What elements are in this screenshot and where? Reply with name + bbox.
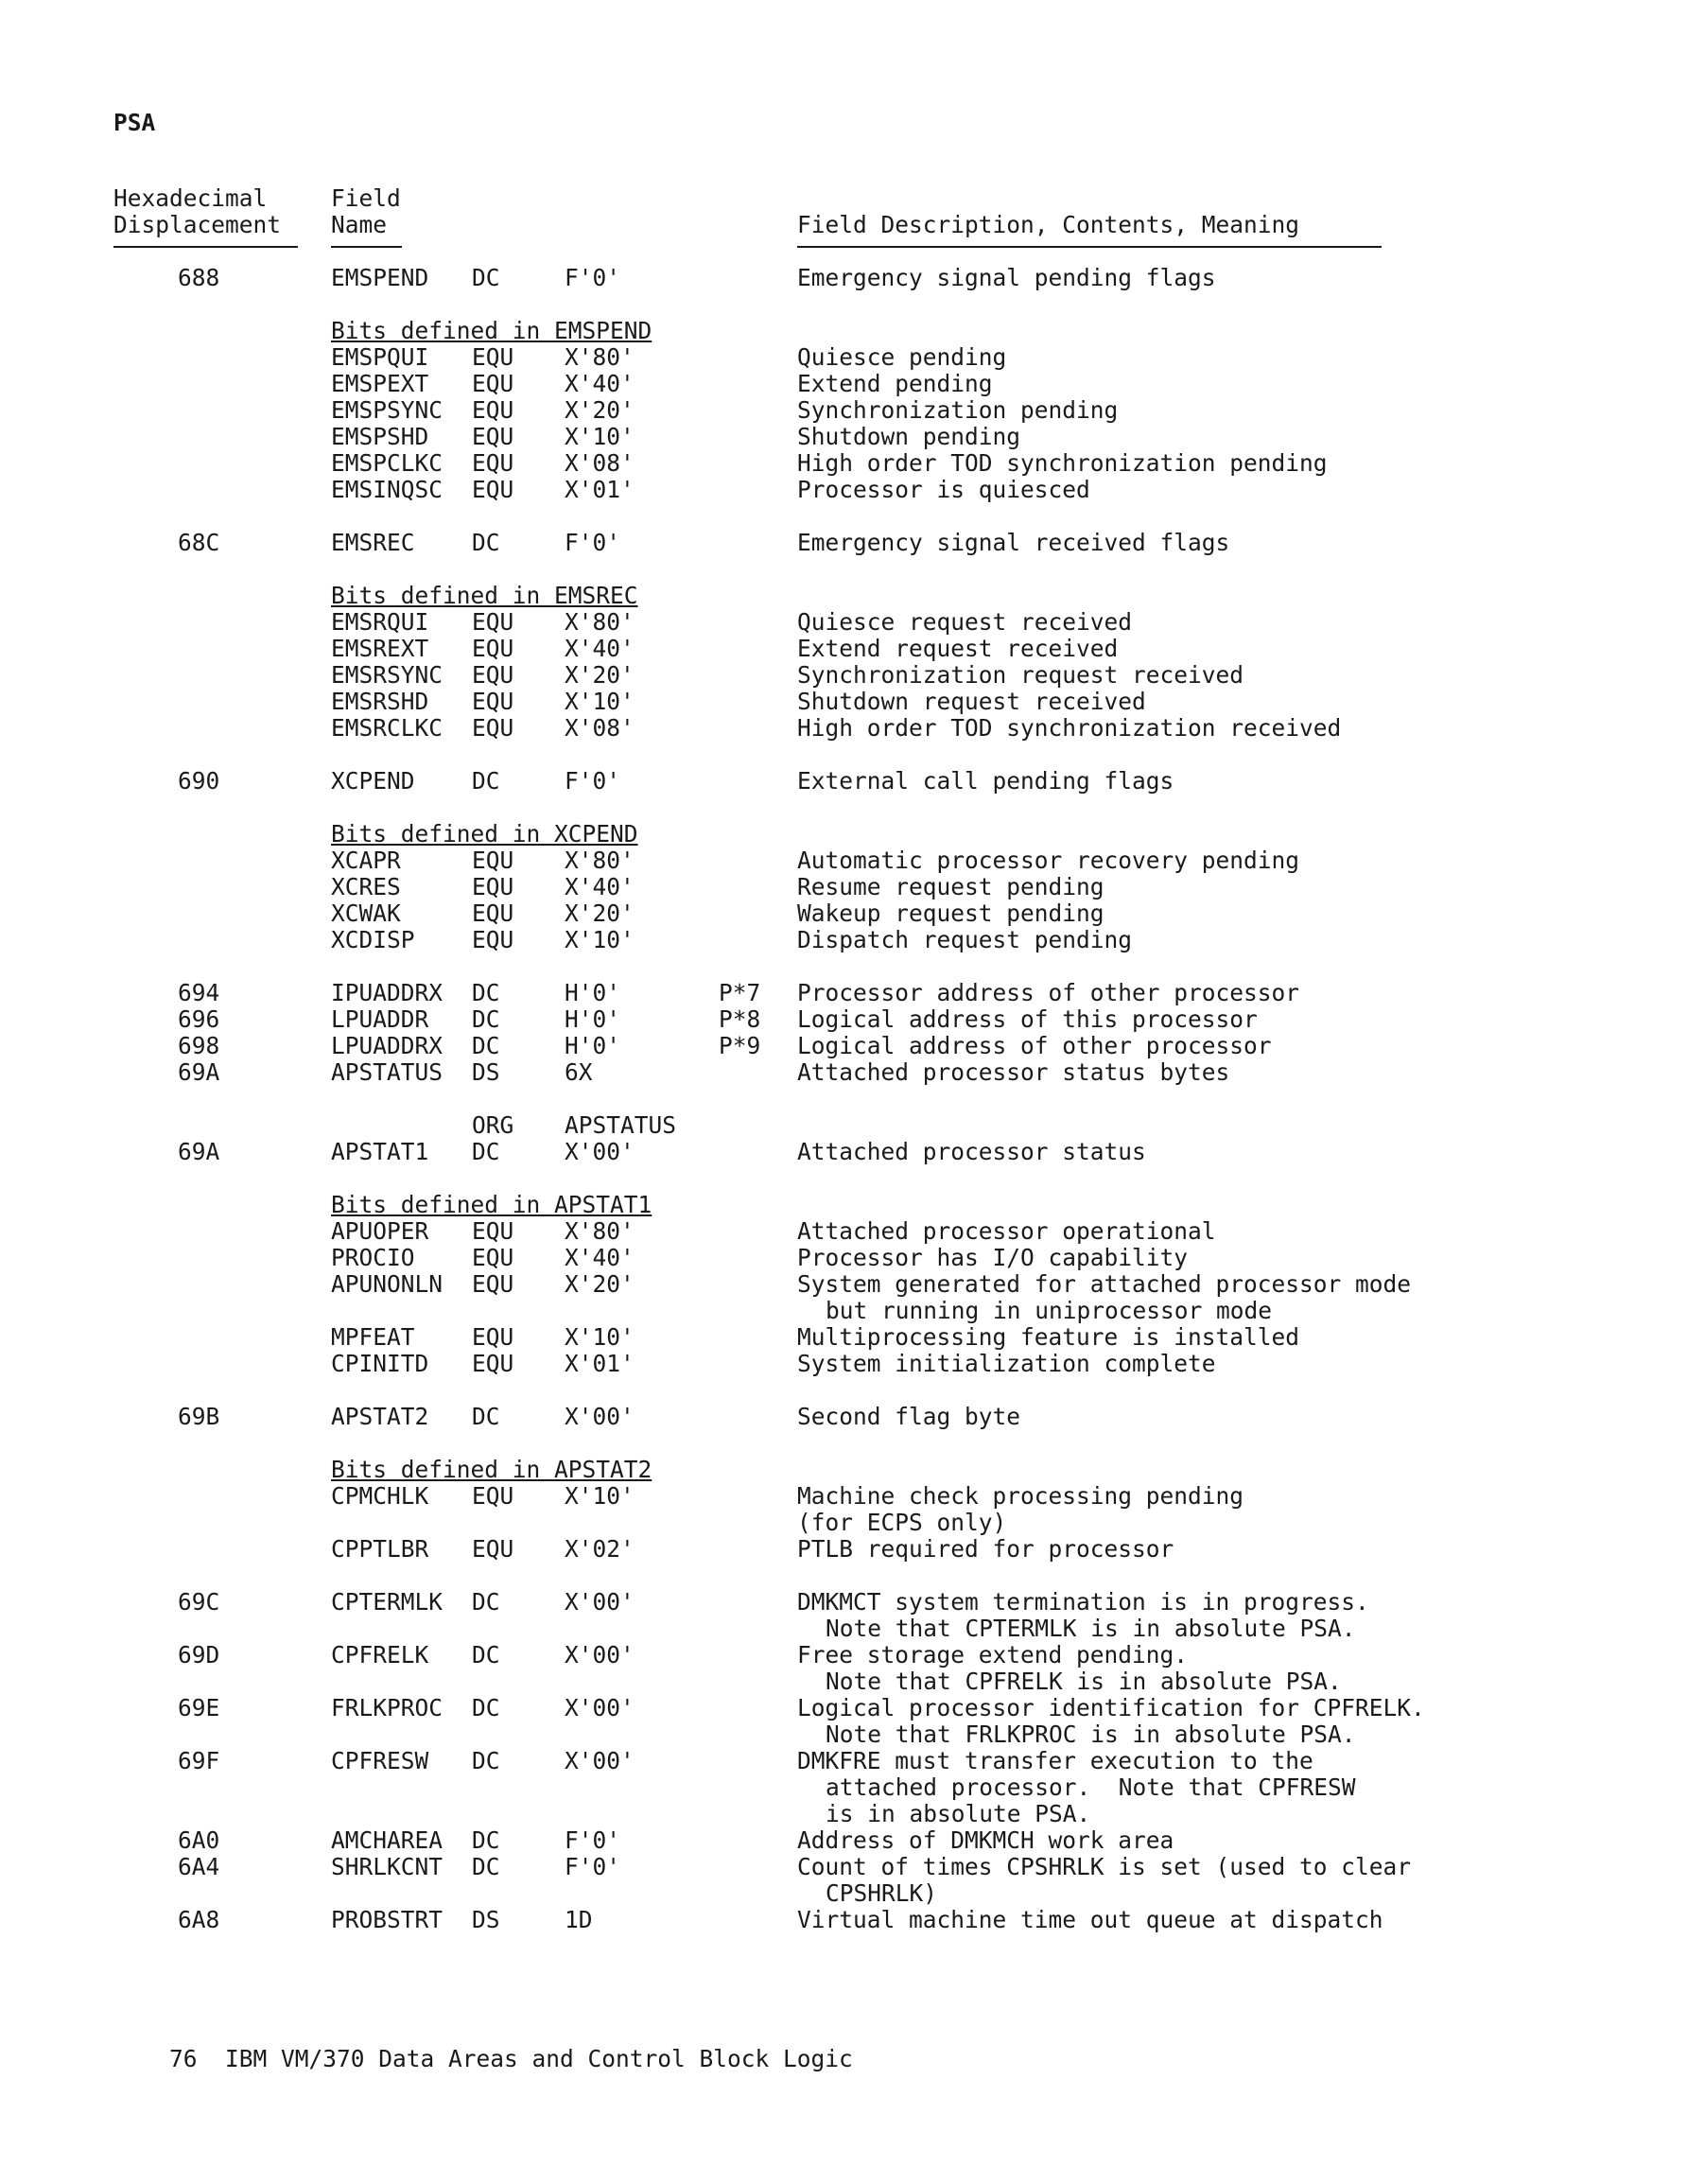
field-description: Dispatch request pending <box>797 926 1133 953</box>
field-row <box>0 927 1687 953</box>
field-row <box>0 424 1687 450</box>
field-name: XCPEND <box>331 767 415 795</box>
field-row <box>0 847 1687 874</box>
field-description: High order TOD synchronization pending <box>797 449 1328 477</box>
field-op: EQU <box>472 396 514 424</box>
bits-heading-text: Bits defined in XCPEND <box>331 820 638 847</box>
field-description: DMKMCT system termination is in progress. <box>797 1588 1369 1616</box>
field-name: EMSRSHD <box>331 688 429 715</box>
hex-displacement: 69B <box>178 1403 220 1430</box>
field-op: EQU <box>472 873 514 900</box>
field-operand: APSTATUS <box>565 1111 677 1139</box>
field-name: FRLKPROC <box>331 1694 443 1721</box>
field-operand: H'0' <box>565 1005 621 1033</box>
field-op: EQU <box>472 608 514 636</box>
field-name: LPUADDRX <box>331 1032 443 1059</box>
field-operand: X'00' <box>565 1138 635 1165</box>
field-op: DC <box>472 1138 500 1165</box>
field-description: Automatic processor recovery pending <box>797 847 1300 874</box>
field-operand: X'01' <box>565 476 635 503</box>
field-name: EMSPSYNC <box>331 396 443 424</box>
field-name: EMSRQUI <box>331 608 429 636</box>
field-description: Machine check processing pending <box>797 1482 1244 1510</box>
field-name: CPMCHLK <box>331 1482 429 1510</box>
field-name: EMSREXT <box>331 635 429 662</box>
field-name: PROCIO <box>331 1244 415 1271</box>
field-name: EMSINQSC <box>331 476 443 503</box>
field-description: Attached processor status <box>797 1138 1146 1165</box>
name-header-line2: Name <box>331 211 388 238</box>
field-description: Quiesce pending <box>797 343 1007 371</box>
hex-displacement: 6A4 <box>178 1853 220 1880</box>
field-name: PROBSTRT <box>331 1906 443 1933</box>
field-op: DC <box>472 1826 500 1854</box>
field-row <box>0 265 1687 291</box>
field-row <box>0 609 1687 636</box>
field-op: EQU <box>472 1217 514 1245</box>
field-description: High order TOD synchronization received <box>797 714 1342 742</box>
field-description: Attached processor status bytes <box>797 1058 1230 1086</box>
field-row <box>0 1642 1687 1669</box>
field-op: EQU <box>472 370 514 397</box>
field-operand: X'00' <box>565 1747 635 1774</box>
field-description: Free storage extend pending. <box>797 1641 1189 1669</box>
continuation-text: Note that CPTERMLK is in absolute PSA. <box>826 1615 1356 1642</box>
field-op: EQU <box>472 476 514 503</box>
continuation-text: (for ECPS only) <box>797 1509 1007 1536</box>
field-description: Processor address of other processor <box>797 979 1300 1006</box>
field-row <box>0 768 1687 795</box>
field-op: DC <box>472 1032 500 1059</box>
continuation-text: Note that FRLKPROC is in absolute PSA. <box>826 1721 1356 1748</box>
hex-displacement: 688 <box>178 264 220 291</box>
field-description: Attached processor operational <box>797 1217 1216 1245</box>
field-op: EQU <box>472 1535 514 1563</box>
field-row <box>0 1404 1687 1430</box>
field-op: EQU <box>472 847 514 874</box>
field-description: Virtual machine time out queue at dispatch <box>797 1906 1383 1933</box>
field-description: Count of times CPSHRLK is set (used to clear <box>797 1853 1412 1880</box>
field-row <box>0 980 1687 1006</box>
field-operand: X'80' <box>565 847 635 874</box>
bits-heading <box>0 821 1687 847</box>
field-name: CPFRESW <box>331 1747 429 1774</box>
field-operand: X'08' <box>565 714 635 742</box>
field-name: EMSPEXT <box>331 370 429 397</box>
field-name: XCDISP <box>331 926 415 953</box>
field-description: Shutdown request received <box>797 688 1146 715</box>
field-description: System generated for attached processor mode <box>797 1270 1412 1298</box>
field-row <box>0 1907 1687 1933</box>
field-description: Extend pending <box>797 370 993 397</box>
bits-heading-text: Bits defined in EMSREC <box>331 582 638 609</box>
field-row <box>0 715 1687 742</box>
displacement-rule <box>113 246 298 248</box>
field-name: EMSPEND <box>331 264 429 291</box>
bits-heading <box>0 583 1687 609</box>
field-op: DC <box>472 767 500 795</box>
field-name: EMSRCLKC <box>331 714 443 742</box>
displacement-header-line2: Displacement <box>113 211 282 238</box>
field-description: Shutdown pending <box>797 423 1021 450</box>
hex-displacement: 69D <box>178 1641 220 1669</box>
hex-displacement: 69F <box>178 1747 220 1774</box>
field-name: APUNONLN <box>331 1270 443 1298</box>
field-row <box>0 1139 1687 1165</box>
field-op: EQU <box>472 926 514 953</box>
field-op: EQU <box>472 688 514 715</box>
field-op: EQU <box>472 714 514 742</box>
field-name: EMSPSHD <box>331 423 429 450</box>
field-description: Logical address of this processor <box>797 1005 1258 1033</box>
field-op: EQU <box>472 1270 514 1298</box>
running-header: PSA <box>113 109 156 136</box>
description-continuation <box>0 1510 1687 1536</box>
hex-displacement: 698 <box>178 1032 220 1059</box>
field-row <box>0 344 1687 371</box>
field-row <box>0 1695 1687 1721</box>
continuation-text: attached processor. Note that CPFRESW <box>826 1773 1356 1801</box>
field-op: EQU <box>472 1482 514 1510</box>
field-name: APSTATUS <box>331 1058 443 1086</box>
field-operand: X'00' <box>565 1694 635 1721</box>
field-name: EMSREC <box>331 529 415 556</box>
field-op: DS <box>472 1058 500 1086</box>
field-op: DC <box>472 264 500 291</box>
field-row <box>0 689 1687 715</box>
field-operand: X'10' <box>565 1323 635 1351</box>
field-row <box>0 1271 1687 1298</box>
field-reference: P*8 <box>719 1005 761 1033</box>
field-name: XCWAK <box>331 900 401 927</box>
field-op: EQU <box>472 423 514 450</box>
field-operand: X'80' <box>565 608 635 636</box>
field-name: CPTERMLK <box>331 1588 443 1616</box>
name-rule <box>331 246 402 248</box>
hex-displacement: 6A0 <box>178 1826 220 1854</box>
field-operand: X'20' <box>565 661 635 689</box>
field-operand: X'20' <box>565 396 635 424</box>
field-operand: X'10' <box>565 688 635 715</box>
description-header: Field Description, Contents, Meaning <box>797 211 1300 238</box>
field-description: Address of DMKMCH work area <box>797 1826 1174 1854</box>
field-description: DMKFRE must transfer execution to the <box>797 1747 1313 1774</box>
field-operand: X'10' <box>565 926 635 953</box>
hex-displacement: 69E <box>178 1694 220 1721</box>
hex-displacement: 694 <box>178 979 220 1006</box>
field-op: DC <box>472 1005 500 1033</box>
field-description: System initialization complete <box>797 1350 1216 1377</box>
field-row <box>0 1059 1687 1086</box>
field-description: Emergency signal pending flags <box>797 264 1216 291</box>
field-row <box>0 900 1687 927</box>
field-operand: H'0' <box>565 979 621 1006</box>
field-operand: H'0' <box>565 1032 621 1059</box>
field-name: XCRES <box>331 873 401 900</box>
description-continuation <box>0 1616 1687 1642</box>
field-description: Quiesce request received <box>797 608 1133 636</box>
field-description: Extend request received <box>797 635 1119 662</box>
field-row <box>0 1033 1687 1059</box>
field-description: Synchronization pending <box>797 396 1119 424</box>
field-name: XCAPR <box>331 847 401 874</box>
field-description: PTLB required for processor <box>797 1535 1174 1563</box>
field-name: IPUADDRX <box>331 979 443 1006</box>
field-row <box>0 1483 1687 1510</box>
field-description: Second flag byte <box>797 1403 1021 1430</box>
description-rule <box>797 246 1382 248</box>
bits-heading-text: Bits defined in EMSPEND <box>331 317 652 344</box>
field-op: EQU <box>472 900 514 927</box>
field-row <box>0 1827 1687 1854</box>
continuation-text: CPSHRLK) <box>826 1879 938 1907</box>
field-operand: X'02' <box>565 1535 635 1563</box>
field-op: ORG <box>472 1111 514 1139</box>
field-row <box>0 1218 1687 1245</box>
field-row <box>0 397 1687 424</box>
field-description: Logical processor identification for CPFRELK. <box>797 1694 1425 1721</box>
field-op: DC <box>472 1588 500 1616</box>
field-row <box>0 1324 1687 1351</box>
field-operand: X'40' <box>565 370 635 397</box>
field-row <box>0 450 1687 477</box>
field-operand: X'80' <box>565 1217 635 1245</box>
field-name: APSTAT1 <box>331 1138 429 1165</box>
hex-displacement: 69A <box>178 1138 220 1165</box>
field-op: DS <box>472 1906 500 1933</box>
field-name: EMSPQUI <box>331 343 429 371</box>
description-continuation <box>0 1801 1687 1827</box>
bits-heading <box>0 318 1687 344</box>
field-op: DC <box>472 1641 500 1669</box>
field-operand: F'0' <box>565 529 621 556</box>
field-operand: 6X <box>565 1058 593 1086</box>
field-operand: X'00' <box>565 1588 635 1616</box>
field-description: Multiprocessing feature is installed <box>797 1323 1300 1351</box>
description-continuation <box>0 1669 1687 1695</box>
field-operand: 1D <box>565 1906 593 1933</box>
description-continuation <box>0 1880 1687 1907</box>
field-operand: X'08' <box>565 449 635 477</box>
field-op: DC <box>472 979 500 1006</box>
field-operand: X'40' <box>565 635 635 662</box>
description-continuation <box>0 1298 1687 1324</box>
field-row <box>0 1589 1687 1616</box>
field-row <box>0 1245 1687 1271</box>
page-footer <box>113 2019 853 2099</box>
field-op: EQU <box>472 343 514 371</box>
field-name: APSTAT2 <box>331 1403 429 1430</box>
field-op: EQU <box>472 635 514 662</box>
field-name: MPFEAT <box>331 1323 415 1351</box>
field-op: EQU <box>472 1350 514 1377</box>
field-row <box>0 477 1687 503</box>
name-header-line1: Field <box>331 184 401 212</box>
hex-displacement: 6A8 <box>178 1906 220 1933</box>
book-title: IBM VM/370 Data Areas and Control Block Logic <box>225 2045 853 2072</box>
field-op: EQU <box>472 1323 514 1351</box>
description-continuation <box>0 1721 1687 1748</box>
hex-displacement: 69C <box>178 1588 220 1616</box>
field-op: EQU <box>472 661 514 689</box>
field-operand: X'10' <box>565 423 635 450</box>
field-op: EQU <box>472 449 514 477</box>
field-operand: X'10' <box>565 1482 635 1510</box>
field-description: Logical address of other processor <box>797 1032 1272 1059</box>
field-row <box>0 1006 1687 1033</box>
field-operand: X'20' <box>565 1270 635 1298</box>
continuation-text: but running in uniprocessor mode <box>826 1297 1273 1324</box>
field-operand: X'40' <box>565 873 635 900</box>
field-op: EQU <box>472 1244 514 1271</box>
displacement-header-line1: Hexadecimal <box>113 184 268 212</box>
hex-displacement: 68C <box>178 529 220 556</box>
field-operand: F'0' <box>565 264 621 291</box>
hex-displacement: 696 <box>178 1005 220 1033</box>
field-operand: F'0' <box>565 1853 621 1880</box>
field-operand: X'00' <box>565 1403 635 1430</box>
page-number: 76 <box>169 2045 198 2072</box>
field-op: DC <box>472 1694 500 1721</box>
field-operand: F'0' <box>565 767 621 795</box>
field-name: APUOPER <box>331 1217 429 1245</box>
bits-heading-text: Bits defined in APSTAT1 <box>331 1191 652 1218</box>
bits-heading-text: Bits defined in APSTAT2 <box>331 1456 652 1483</box>
field-description: Emergency signal received flags <box>797 529 1230 556</box>
field-name: LPUADDR <box>331 1005 429 1033</box>
field-row <box>0 1748 1687 1774</box>
field-operand: X'01' <box>565 1350 635 1377</box>
field-row <box>0 662 1687 689</box>
continuation-text: is in absolute PSA. <box>826 1800 1091 1827</box>
field-op: DC <box>472 529 500 556</box>
field-description: Processor has I/O capability <box>797 1244 1189 1271</box>
field-row <box>0 1536 1687 1563</box>
field-row <box>0 1112 1687 1139</box>
field-reference: P*7 <box>719 979 761 1006</box>
field-name: AMCHAREA <box>331 1826 443 1854</box>
field-reference: P*9 <box>719 1032 761 1059</box>
description-continuation <box>0 1774 1687 1801</box>
field-name: EMSRSYNC <box>331 661 443 689</box>
bits-heading <box>0 1192 1687 1218</box>
field-row <box>0 371 1687 397</box>
field-row <box>0 530 1687 556</box>
field-op: DC <box>472 1853 500 1880</box>
field-operand: F'0' <box>565 1826 621 1854</box>
field-row <box>0 1351 1687 1377</box>
field-op: DC <box>472 1403 500 1430</box>
field-name: CPINITD <box>331 1350 429 1377</box>
field-row <box>0 636 1687 662</box>
hex-displacement: 69A <box>178 1058 220 1086</box>
field-description: Synchronization request received <box>797 661 1244 689</box>
field-row <box>0 1854 1687 1880</box>
field-description: Resume request pending <box>797 873 1104 900</box>
hex-displacement: 690 <box>178 767 220 795</box>
field-name: EMSPCLKC <box>331 449 443 477</box>
field-description: External call pending flags <box>797 767 1174 795</box>
field-row <box>0 874 1687 900</box>
field-description: Processor is quiesced <box>797 476 1090 503</box>
field-operand: X'00' <box>565 1641 635 1669</box>
field-op: DC <box>472 1747 500 1774</box>
field-operand: X'80' <box>565 343 635 371</box>
field-operand: X'20' <box>565 900 635 927</box>
field-name: CPPTLBR <box>331 1535 429 1563</box>
field-operand: X'40' <box>565 1244 635 1271</box>
field-name: CPFRELK <box>331 1641 429 1669</box>
field-name: SHRLKCNT <box>331 1853 443 1880</box>
field-description: Wakeup request pending <box>797 900 1104 927</box>
continuation-text: Note that CPFRELK is in absolute PSA. <box>826 1668 1342 1695</box>
bits-heading <box>0 1457 1687 1483</box>
